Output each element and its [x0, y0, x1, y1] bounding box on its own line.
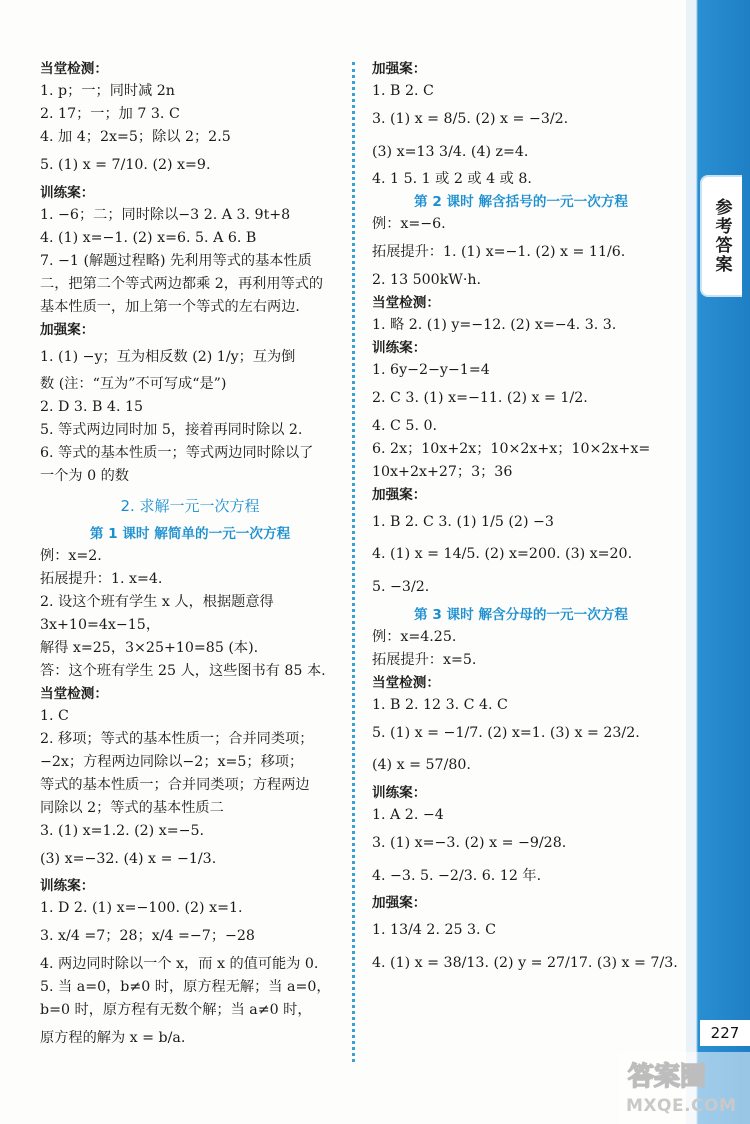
left-line: 数 (注：“互为”不可写成“是”) — [40, 376, 227, 393]
left-heading: 训练案： — [40, 878, 95, 895]
left-line: 同除以 2；等式的基本性质二 — [40, 799, 224, 816]
left-line: 4. (1) x=−1. (2) x=6. 5. A 6. B — [40, 229, 257, 246]
left-line: (3) x=−32. (4) x = −1/3. — [40, 850, 217, 867]
right-heading: 当堂检测： — [372, 295, 440, 311]
side-tab — [700, 175, 742, 297]
left-line: 答：这个班有学生 25 人，这些图书有 85 本. — [40, 662, 326, 679]
right-line: 1. 13/4 2. 25 3. C — [372, 922, 496, 939]
right-line: 1. 6y−2−y−1=4 — [372, 362, 490, 379]
right-heading: 训练案： — [372, 340, 427, 357]
left-line: 1. −6；二；同时除以−3 2. A 3. 9t+8 — [40, 206, 291, 223]
lesson-title: 第 2 课时 解含括号的一元一次方程 — [414, 194, 628, 211]
left-heading: 训练案： — [40, 184, 95, 201]
right-heading: 加强案： — [372, 895, 427, 912]
left-line: 2. 17；一；加 7 3. C — [40, 106, 180, 123]
left-line: 4. 加 4；2x=5；除以 2；2.5 — [40, 129, 231, 146]
left-line: 1. C — [40, 707, 69, 724]
right-line: 4. 1 5. 1 或 2 或 4 或 8. — [372, 171, 532, 188]
left-line: 原方程的解为 x = b/a. — [40, 1030, 186, 1047]
side-band — [686, 0, 750, 1124]
left-heading: 当堂检测： — [40, 61, 108, 77]
left-heading: 加强案： — [40, 321, 95, 338]
right-line: 6. 2x；10x+2x；10×2x+x；10×2x+x= — [372, 440, 651, 457]
column-divider — [352, 62, 355, 1062]
left-heading: 当堂检测： — [40, 685, 108, 702]
right-heading: 加强案： — [372, 486, 427, 503]
left-line: 1. p；一；同时减 2n — [40, 83, 175, 100]
watermark-logo — [626, 1058, 742, 1092]
left-line: b=0 时，原方程有无数个解；当 a≠0 时， — [40, 1002, 312, 1019]
left-line: 3x+10=4x−15， — [40, 616, 161, 633]
left-line: −2x；方程两边同除以−2；x=5；移项； — [40, 753, 304, 770]
left-line: 3. x/4 =7；28；x/4 =−7；−28 — [40, 928, 255, 945]
right-line: 3. (1) x=−3. (2) x = −9/28. — [372, 835, 567, 852]
right-line: 4. (1) x = 14/5. (2) x=200. (3) x=20. — [372, 546, 633, 563]
left-line: 拓展提升：1. x=4. — [40, 570, 163, 587]
left-line: 例：x=2. — [40, 547, 102, 564]
left-line: 2. D 3. B 4. 15 — [40, 399, 144, 416]
page-number: 227 — [700, 1020, 750, 1046]
left-line: 等式的基本性质一；合并同类项；方程两边 — [40, 776, 310, 793]
right-line: 4. C 5. 0. — [372, 417, 437, 434]
right-line: 1. B 2. C 3. (1) 1/5 (2) −3 — [372, 513, 554, 530]
left-line: 7. −1 (解题过程略) 先利用等式的基本性质 — [40, 252, 312, 269]
right-line: 拓展提升：1. (1) x=−1. (2) x = 11/6. — [372, 244, 626, 261]
right-line: 1. B 2. 12 3. C 4. C — [372, 696, 508, 713]
section-title: 2. 求解一元一次方程 — [120, 497, 260, 516]
left-line: 5. 等式两边同时加 5，接着再同时除以 2. — [40, 422, 303, 439]
lesson-title: 第 3 课时 解含分母的一元一次方程 — [414, 606, 628, 623]
left-line: 5. 当 a=0，b≠0 时，原方程无解；当 a=0， — [40, 979, 331, 996]
right-line: 1. 略 2. (1) y=−12. (2) x=−4. 3. 3. — [372, 317, 617, 334]
right-line: 4. −3. 5. −2/3. 6. 12 年. — [372, 867, 542, 884]
right-line: 例：x=4.25. — [372, 628, 457, 645]
right-line: 4. (1) x = 38/13. (2) y = 27/17. (3) x = 7/3. — [372, 955, 678, 972]
right-line: (3) x=13 3/4. (4) z=4. — [372, 143, 529, 160]
left-line: 4. 两边同时除以一个 x，而 x 的值可能为 0. — [40, 956, 319, 973]
right-line: 10x+2x+27；3；36 — [372, 463, 513, 480]
left-line: 1. D 2. (1) x=−100. (2) x=1. — [40, 900, 243, 917]
right-heading: 训练案： — [372, 785, 427, 802]
side-tab-label: 参考答案 — [711, 198, 732, 274]
watermark-logo-text: 答案圈 — [628, 1062, 707, 1092]
lesson-title: 第 1 课时 解简单的一元一次方程 — [89, 525, 291, 542]
right-line: 1. B 2. C — [372, 83, 434, 100]
right-line: 拓展提升：x=5. — [372, 651, 477, 668]
right-line: 1. A 2. −4 — [372, 807, 444, 824]
left-line: 6. 等式的基本性质一；等式两边同时除以了 — [40, 445, 314, 462]
right-line: 2. C 3. (1) x=−11. (2) x = 1/2. — [372, 390, 588, 407]
left-line: 2. 移项；等式的基本性质一；合并同类项； — [40, 730, 314, 747]
right-heading: 当堂检测： — [372, 674, 440, 691]
left-line: 二，把第二个等式两边都乘 2，再利用等式的 — [40, 275, 324, 292]
right-line: 3. (1) x = 8/5. (2) x = −3/2. — [372, 111, 569, 128]
right-line: 5. (1) x = −1/7. (2) x=1. (3) x = 23/2. — [372, 724, 640, 741]
watermark-site: MXQE.COM — [626, 1096, 737, 1116]
right-line: (4) x = 57/80. — [372, 757, 471, 774]
left-line: 解得 x=25，3×25+10=85 (本). — [40, 639, 259, 656]
right-heading: 加强案： — [372, 61, 427, 77]
left-column — [40, 58, 340, 1055]
right-line: 例：x=−6. — [372, 216, 446, 233]
left-line: 一个为 0 的数 — [40, 468, 129, 485]
left-line: 1. (1) −y；互为相反数 (2) 1/y；互为倒 — [40, 348, 296, 365]
left-line: 基本性质一，加上第一个等式的左右两边． — [40, 298, 310, 315]
left-line: 5. (1) x = 7/10. (2) x=9. — [40, 157, 211, 174]
right-line: 2. 13 500kW·h. — [372, 272, 482, 288]
right-column — [372, 58, 678, 980]
right-line: 5. −3/2. — [372, 579, 430, 596]
left-line: 3. (1) x=1.2. (2) x=−5. — [40, 822, 205, 839]
left-line: 2. 设这个班有学生 x 人，根据题意得 — [40, 593, 274, 610]
